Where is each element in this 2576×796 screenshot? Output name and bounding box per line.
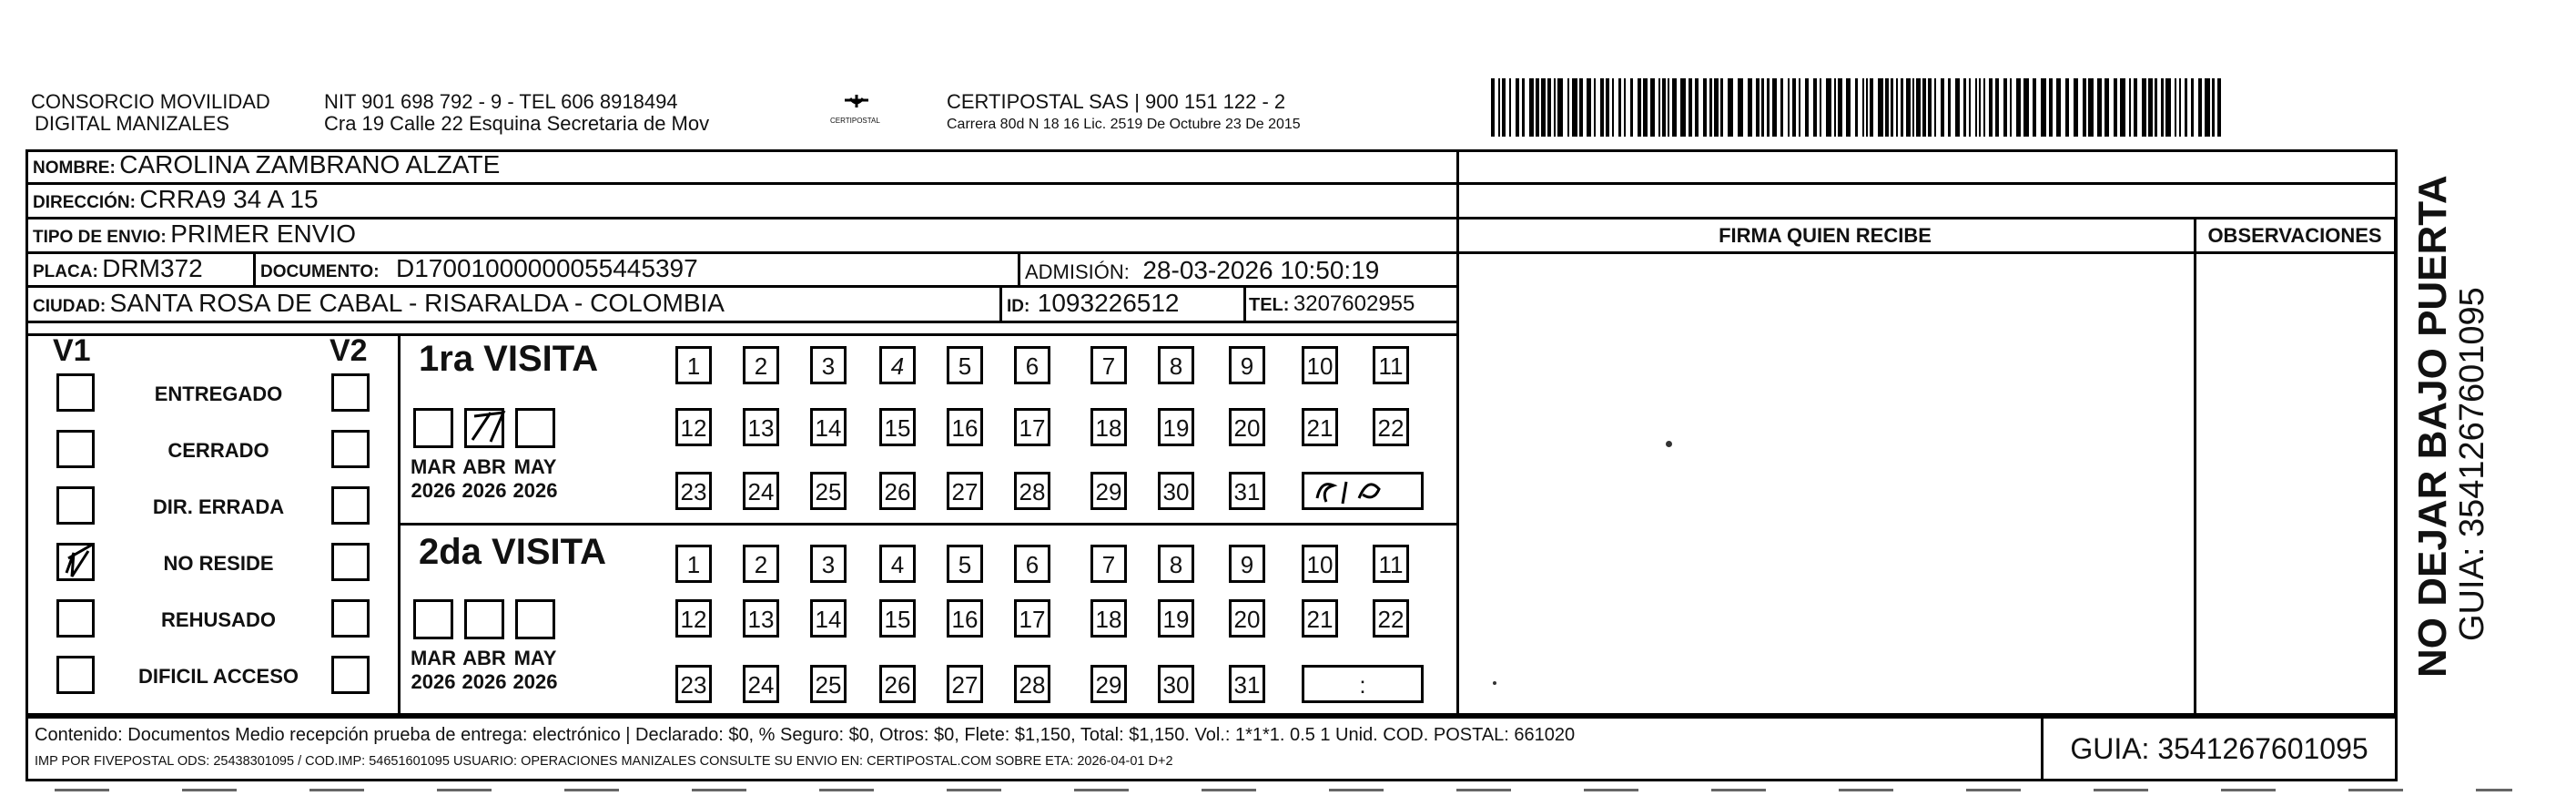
barcode-bar bbox=[1680, 78, 1686, 137]
year-label: 2026 bbox=[461, 670, 507, 693]
barcode-bar bbox=[2191, 78, 2194, 137]
barcode-bar bbox=[1885, 78, 1889, 137]
first-visit-day-17[interactable]: 17 bbox=[1014, 408, 1050, 446]
barcode-bar bbox=[1941, 78, 1944, 137]
first-visit-day-12[interactable]: 12 bbox=[675, 408, 712, 446]
barcode-bar bbox=[2165, 78, 2171, 137]
barcode-bar bbox=[1799, 78, 1800, 137]
first-visit-day-28[interactable]: 28 bbox=[1014, 472, 1050, 510]
second-visit-day-23[interactable]: 23 bbox=[675, 665, 712, 703]
status-label-dificil-acceso: DIFICIL ACCESO bbox=[137, 665, 299, 688]
second-visit-day-10[interactable]: 10 bbox=[1302, 545, 1338, 583]
barcode-bar bbox=[1703, 78, 1707, 137]
barcode-bar bbox=[1658, 78, 1660, 137]
admision-label: ADMISIÓN: bbox=[1025, 260, 1130, 283]
first-visit-day-24[interactable]: 24 bbox=[743, 472, 779, 510]
tipo-envio-row bbox=[33, 220, 356, 252]
barcode-bar bbox=[1536, 78, 1539, 137]
barcode-bar bbox=[2175, 78, 2176, 137]
second-visit-day-11[interactable]: 11 bbox=[1373, 545, 1409, 583]
barcode-bar bbox=[1638, 78, 1641, 137]
v2-checkbox-entregado[interactable] bbox=[331, 373, 370, 412]
year-label: 2026 bbox=[512, 479, 558, 502]
first-visit-day-31[interactable]: 31 bbox=[1229, 472, 1265, 510]
barcode-bar bbox=[1855, 78, 1858, 137]
second-visit-month-label-abr bbox=[457, 647, 512, 694]
status-label-cerrado: CERRADO bbox=[167, 439, 269, 462]
barcode-bar bbox=[2120, 78, 2125, 137]
barcode-bar bbox=[2104, 78, 2109, 137]
barcode-bar bbox=[1502, 78, 1506, 137]
second-visit-day-6[interactable]: 6 bbox=[1014, 545, 1050, 583]
company-name-line1: CONSORCIO MOVILIDAD bbox=[31, 90, 270, 113]
barcode-bar bbox=[1772, 78, 1777, 137]
barcode-bar bbox=[1906, 78, 1911, 137]
v2-checkbox-cerrado[interactable] bbox=[331, 430, 370, 468]
nombre-label: NOMBRE: bbox=[33, 158, 116, 178]
barcode-bar bbox=[1756, 78, 1760, 137]
second-visit-day-2[interactable]: 2 bbox=[743, 545, 779, 583]
ciudad-label: CIUDAD: bbox=[33, 297, 106, 316]
first-visit-day-20[interactable]: 20 bbox=[1229, 408, 1265, 446]
barcode-bar bbox=[1689, 78, 1692, 137]
second-visit-day-29[interactable]: 29 bbox=[1090, 665, 1127, 703]
barcode-bar bbox=[1870, 78, 1873, 137]
status-label-dir-errada: DIR. ERRADA bbox=[152, 495, 285, 518]
v1-checkbox-entregado[interactable] bbox=[56, 373, 95, 412]
second-visit-day-20[interactable]: 20 bbox=[1229, 599, 1265, 638]
barcode-bar bbox=[1866, 78, 1868, 137]
barcode-bar bbox=[1878, 78, 1883, 137]
ciudad-value: SANTA ROSA DE CABAL - RISARALDA - COLOMBIA bbox=[109, 289, 725, 317]
documento-label: DOCUMENTO: bbox=[260, 262, 380, 281]
certipostal-line2: Carrera 80d N 18 16 Lic. 2519 De Octubre 23 De 2015 bbox=[947, 117, 1301, 132]
second-visit-day-3[interactable]: 3 bbox=[810, 545, 847, 583]
second-visit-day-21[interactable]: 21 bbox=[1302, 599, 1338, 638]
barcode-bar bbox=[1606, 78, 1609, 137]
barcode-bar bbox=[1668, 78, 1669, 137]
first-visit-day-2[interactable]: 2 bbox=[743, 346, 779, 384]
first-visit-day-23[interactable]: 23 bbox=[675, 472, 712, 510]
second-visit-day-8[interactable]: 8 bbox=[1158, 545, 1194, 583]
v1-header: V1 bbox=[53, 333, 91, 368]
nombre-row bbox=[33, 151, 500, 183]
direccion-row bbox=[33, 186, 319, 218]
documento-row bbox=[260, 255, 698, 287]
barcode-bar bbox=[1491, 78, 1495, 137]
admision-value: 28-03-2026 10:50:19 bbox=[1142, 256, 1380, 284]
placa-row bbox=[33, 255, 203, 287]
barcode-bar bbox=[1650, 78, 1655, 137]
barcode-bar bbox=[1761, 78, 1764, 137]
placa-label: PLACA: bbox=[33, 262, 98, 281]
second-visit-day-19[interactable]: 19 bbox=[1158, 599, 1194, 638]
company-name-line2: DIGITAL MANIZALES bbox=[35, 112, 229, 135]
barcode-bar bbox=[1554, 78, 1556, 137]
side-guia: GUIA: 3541267601095 bbox=[2453, 287, 2491, 641]
tel-label: TEL: bbox=[1249, 295, 1290, 315]
barcode-bar bbox=[2056, 78, 2061, 137]
barcode-bar bbox=[1834, 78, 1836, 137]
barcode-bar bbox=[2114, 78, 2117, 137]
first-visit-day-6[interactable]: 6 bbox=[1014, 346, 1050, 384]
barcode-bar bbox=[2217, 78, 2221, 137]
certipostal-line1: CERTIPOSTAL SAS | 900 151 122 - 2 bbox=[947, 90, 1286, 113]
barcode-bar bbox=[1600, 78, 1604, 137]
first-visit-day-8[interactable]: 8 bbox=[1158, 346, 1194, 384]
first-visit-day-14[interactable]: 14 bbox=[810, 408, 847, 446]
barcode-bar bbox=[1820, 78, 1821, 137]
barcode-bar bbox=[1541, 78, 1546, 137]
nombre-value: CAROLINA ZAMBRANO ALZATE bbox=[119, 150, 501, 179]
month-label: ABR bbox=[462, 647, 506, 669]
barcode-bar bbox=[1630, 78, 1633, 137]
second-visit-day-17[interactable]: 17 bbox=[1014, 599, 1050, 638]
barcode-bar bbox=[1709, 78, 1712, 137]
second-visit-day-28[interactable]: 28 bbox=[1014, 665, 1050, 703]
v2-checkbox-rehusado[interactable] bbox=[331, 599, 370, 638]
barcode-bar bbox=[1662, 78, 1666, 137]
barcode-bar bbox=[2205, 78, 2210, 137]
first-visit-day-16[interactable]: 16 bbox=[947, 408, 983, 446]
barcode-bar bbox=[1989, 78, 1993, 137]
barcode-bar bbox=[1969, 78, 1971, 137]
second-visit-day-4[interactable]: 4 bbox=[879, 545, 916, 583]
v1-checkbox-dificil-acceso[interactable] bbox=[56, 656, 95, 694]
documento-value: D17001000000055445397 bbox=[396, 254, 698, 282]
id-row bbox=[1007, 290, 1180, 321]
first-visit-time-box[interactable] bbox=[1302, 472, 1424, 510]
barcode-bar bbox=[1618, 78, 1621, 137]
barcode-bar bbox=[1983, 78, 1985, 137]
barcode-bar bbox=[1955, 78, 1960, 137]
barcode-bar bbox=[1643, 78, 1648, 137]
barcode-bar bbox=[2074, 78, 2078, 137]
barcode-bar bbox=[2049, 78, 2053, 137]
v2-header: V2 bbox=[330, 333, 368, 368]
barcode-bar bbox=[1509, 78, 1511, 137]
barcode-bar bbox=[1995, 78, 1999, 137]
barcode-bar bbox=[1979, 78, 1981, 137]
first-visit-month-checkbox-mar[interactable] bbox=[413, 408, 453, 448]
status-label-rehusado: REHUSADO bbox=[161, 608, 276, 631]
barcode bbox=[1491, 78, 2221, 137]
second-visit-month-label-may bbox=[508, 647, 563, 694]
v2-checkbox-no-reside[interactable] bbox=[331, 543, 370, 581]
barcode-bar bbox=[1557, 78, 1563, 137]
v1-checkbox-no-reside[interactable] bbox=[56, 543, 95, 581]
barcode-bar bbox=[1948, 78, 1951, 137]
v1-checkbox-dir-errada[interactable] bbox=[56, 486, 95, 525]
barcode-bar bbox=[1748, 78, 1752, 137]
first-visit-month-checkbox-may[interactable] bbox=[515, 408, 555, 448]
second-visit-title: 2da VISITA bbox=[419, 532, 606, 572]
second-visit-month-checkbox-abr[interactable] bbox=[464, 599, 504, 639]
second-visit-day-9[interactable]: 9 bbox=[1229, 545, 1265, 583]
first-visit-month-label-mar bbox=[406, 455, 461, 503]
first-visit-day-4[interactable]: 4 bbox=[879, 346, 916, 384]
ciudad-row bbox=[33, 290, 725, 321]
barcode-bar bbox=[1780, 78, 1783, 137]
barcode-bar bbox=[2083, 78, 2086, 137]
barcode-bar bbox=[1813, 78, 1817, 137]
second-visit-day-5[interactable]: 5 bbox=[947, 545, 983, 583]
barcode-bar bbox=[2041, 78, 2046, 137]
barcode-bar bbox=[1547, 78, 1551, 137]
barcode-bar bbox=[1862, 78, 1864, 137]
barcode-bar bbox=[2088, 78, 2094, 137]
second-visit-month-label-mar bbox=[406, 647, 461, 694]
admision-row bbox=[1025, 257, 1379, 289]
first-visit-day-19[interactable]: 19 bbox=[1158, 408, 1194, 446]
year-label: 2026 bbox=[461, 479, 507, 502]
barcode-bar bbox=[1529, 78, 1534, 137]
month-label: MAR bbox=[410, 455, 457, 478]
second-visit-day-1[interactable]: 1 bbox=[675, 545, 712, 583]
barcode-bar bbox=[1792, 78, 1796, 137]
barcode-bar bbox=[1838, 78, 1842, 137]
barcode-bar bbox=[1912, 78, 1914, 137]
first-visit-day-25[interactable]: 25 bbox=[810, 472, 847, 510]
barcode-bar bbox=[1922, 78, 1926, 137]
v1-checkbox-rehusado[interactable] bbox=[56, 599, 95, 638]
direccion-value: CRRA9 34 A 15 bbox=[139, 185, 319, 213]
barcode-bar bbox=[1963, 78, 1966, 137]
barcode-bar bbox=[1498, 78, 1500, 137]
v1-checkbox-cerrado[interactable] bbox=[56, 430, 95, 468]
v2-checkbox-dificil-acceso[interactable] bbox=[331, 656, 370, 694]
barcode-bar bbox=[1572, 78, 1577, 137]
barcode-bar bbox=[1767, 78, 1770, 137]
first-visit-day-9[interactable]: 9 bbox=[1229, 346, 1265, 384]
placa-value: DRM372 bbox=[102, 254, 203, 282]
year-label: 2026 bbox=[411, 670, 456, 693]
second-visit-day-15[interactable]: 15 bbox=[879, 599, 916, 638]
first-visit-month-checkbox-abr[interactable] bbox=[464, 408, 504, 448]
tipo-envio-value: PRIMER ENVIO bbox=[170, 219, 357, 248]
barcode-bar bbox=[1805, 78, 1809, 137]
footer-contenido: Contenido: Documentos Medio recepción prueba de entrega: electrónico | Declarado: $0, % Seguro: $0, Otros: $0, Flete: $1,150, Total: $1,150. Vol.: 1*1*1. 0.5 1 Unid. COD. POSTAL: 661020 bbox=[35, 725, 1576, 745]
second-visit-day-18[interactable]: 18 bbox=[1090, 599, 1127, 638]
second-visit-day-7[interactable]: 7 bbox=[1090, 545, 1127, 583]
second-visit-month-checkbox-may[interactable] bbox=[515, 599, 555, 639]
barcode-bar bbox=[1846, 78, 1851, 137]
barcode-bar bbox=[1738, 78, 1743, 137]
barcode-bar bbox=[1896, 78, 1898, 137]
first-visit-day-13[interactable]: 13 bbox=[743, 408, 779, 446]
barcode-bar bbox=[2179, 78, 2181, 137]
first-visit-day-3[interactable]: 3 bbox=[810, 346, 847, 384]
status-label-entregado: ENTREGADO bbox=[154, 383, 283, 405]
first-visit-day-11[interactable]: 11 bbox=[1373, 346, 1409, 384]
second-visit-day-25[interactable]: 25 bbox=[810, 665, 847, 703]
month-label: ABR bbox=[462, 455, 506, 478]
tel-value: 3207602955 bbox=[1293, 291, 1415, 316]
logo-text: CERTIPOSTAL bbox=[830, 117, 880, 125]
barcode-bar bbox=[2016, 78, 2021, 137]
barcode-bar bbox=[1826, 78, 1831, 137]
barcode-bar bbox=[2155, 78, 2157, 137]
barcode-bar bbox=[1928, 78, 1932, 137]
status-label-no-reside: NO RESIDE bbox=[163, 552, 274, 575]
nit-line2: Cra 19 Calle 22 Esquina Secretaria de Mov bbox=[324, 112, 710, 135]
barcode-bar bbox=[1891, 78, 1893, 137]
tel-row bbox=[1249, 291, 1415, 321]
barcode-bar bbox=[1567, 78, 1569, 137]
footer-guia: GUIA: 3541267601095 bbox=[2070, 732, 2368, 765]
firma-column-header: FIRMA QUIEN RECIBE bbox=[1719, 224, 1932, 247]
first-visit-title: 1ra VISITA bbox=[419, 339, 599, 379]
id-value: 1093226512 bbox=[1037, 289, 1180, 317]
footer-imp: IMP POR FIVEPOSTAL ODS: 25438301095 / COD.IMP: 54651601095 USUARIO: OPERACIONES MANIZALES CONSULTE SU ENVIO EN: CERTIPOSTAL.COM SOBRE ETA: 2026-04-01 D+2 bbox=[35, 754, 1173, 769]
barcode-bar bbox=[2142, 78, 2146, 137]
first-visit-day-30[interactable]: 30 bbox=[1158, 472, 1194, 510]
second-visit-day-16[interactable]: 16 bbox=[947, 599, 983, 638]
barcode-bar bbox=[1612, 78, 1614, 137]
barcode-bar bbox=[2065, 78, 2069, 137]
second-visit-month-checkbox-mar[interactable] bbox=[413, 599, 453, 639]
barcode-bar bbox=[1522, 78, 1525, 137]
certipostal-logo bbox=[825, 87, 888, 131]
nit-line1: NIT 901 698 792 - 9 - TEL 606 8918494 bbox=[324, 90, 678, 113]
barcode-bar bbox=[2129, 78, 2131, 137]
barcode-bar bbox=[1720, 78, 1723, 137]
signature-area[interactable] bbox=[1459, 253, 2193, 714]
second-visit-day-31[interactable]: 31 bbox=[1229, 665, 1265, 703]
direccion-label: DIRECCIÓN: bbox=[33, 193, 136, 212]
first-visit-day-22[interactable]: 22 bbox=[1373, 408, 1409, 446]
second-visit-day-14[interactable]: 14 bbox=[810, 599, 847, 638]
barcode-bar bbox=[1901, 78, 1903, 137]
barcode-bar bbox=[2212, 78, 2215, 137]
second-visit-day-22[interactable]: 22 bbox=[1373, 599, 1409, 638]
barcode-bar bbox=[1579, 78, 1583, 137]
first-visit-day-29[interactable]: 29 bbox=[1090, 472, 1127, 510]
year-label: 2026 bbox=[411, 479, 456, 502]
first-visit-day-10[interactable]: 10 bbox=[1302, 346, 1338, 384]
barcode-bar bbox=[2161, 78, 2164, 137]
barcode-bar bbox=[1975, 78, 1977, 137]
second-visit-day-13[interactable]: 13 bbox=[743, 599, 779, 638]
observaciones-column-header: OBSERVACIONES bbox=[2207, 224, 2382, 247]
tipo-envio-label: TIPO DE ENVIO: bbox=[33, 228, 167, 247]
barcode-bar bbox=[2097, 78, 2102, 137]
second-visit-day-27[interactable]: 27 bbox=[947, 665, 983, 703]
barcode-bar bbox=[2148, 78, 2153, 137]
barcode-bar bbox=[1594, 78, 1596, 137]
bottom-edge bbox=[55, 789, 2512, 791]
barcode-bar bbox=[1672, 78, 1677, 137]
v2-checkbox-dir-errada[interactable] bbox=[331, 486, 370, 525]
id-label: ID: bbox=[1007, 297, 1030, 316]
barcode-bar bbox=[1695, 78, 1699, 137]
ink-dot bbox=[1666, 441, 1672, 447]
month-label: MAR bbox=[410, 647, 457, 669]
second-visit-day-12[interactable]: 12 bbox=[675, 599, 712, 638]
first-visit-month-label-may bbox=[508, 455, 563, 503]
barcode-bar bbox=[1728, 78, 1733, 137]
barcode-bar bbox=[2023, 78, 2029, 137]
barcode-bar bbox=[2010, 78, 2012, 137]
barcode-bar bbox=[1934, 78, 1936, 137]
ink-dot bbox=[1493, 681, 1496, 685]
observations-area[interactable] bbox=[2196, 253, 2393, 714]
barcode-bar bbox=[2198, 78, 2202, 137]
first-visit-day-1[interactable]: 1 bbox=[675, 346, 712, 384]
barcode-bar bbox=[1587, 78, 1591, 137]
barcode-bar bbox=[1788, 78, 1790, 137]
barcode-bar bbox=[1624, 78, 1626, 137]
second-visit-day-30[interactable]: 30 bbox=[1158, 665, 1194, 703]
second-visit-day-26[interactable]: 26 bbox=[879, 665, 916, 703]
month-label: MAY bbox=[513, 455, 557, 478]
first-visit-day-26[interactable]: 26 bbox=[879, 472, 916, 510]
year-label: 2026 bbox=[512, 670, 558, 693]
barcode-bar bbox=[2134, 78, 2137, 137]
side-text bbox=[2412, 175, 2490, 678]
second-visit-day-24[interactable]: 24 bbox=[743, 665, 779, 703]
barcode-bar bbox=[1916, 78, 1921, 137]
barcode-bar bbox=[2033, 78, 2036, 137]
first-visit-month-label-abr bbox=[457, 455, 512, 503]
barcode-bar bbox=[2003, 78, 2007, 137]
barcode-bar bbox=[1516, 78, 1519, 137]
first-visit-day-27[interactable]: 27 bbox=[947, 472, 983, 510]
month-label: MAY bbox=[513, 647, 557, 669]
second-visit-time-box[interactable]: : bbox=[1302, 665, 1424, 703]
first-visit-day-7[interactable]: 7 bbox=[1090, 346, 1127, 384]
barcode-bar bbox=[2185, 78, 2187, 137]
first-visit-day-21[interactable]: 21 bbox=[1302, 408, 1338, 446]
first-visit-day-15[interactable]: 15 bbox=[879, 408, 916, 446]
side-warning: NO DEJAR BAJO PUERTA bbox=[2410, 175, 2455, 678]
barcode-bar bbox=[1714, 78, 1719, 137]
first-visit-day-5[interactable]: 5 bbox=[947, 346, 983, 384]
first-visit-day-18[interactable]: 18 bbox=[1090, 408, 1127, 446]
